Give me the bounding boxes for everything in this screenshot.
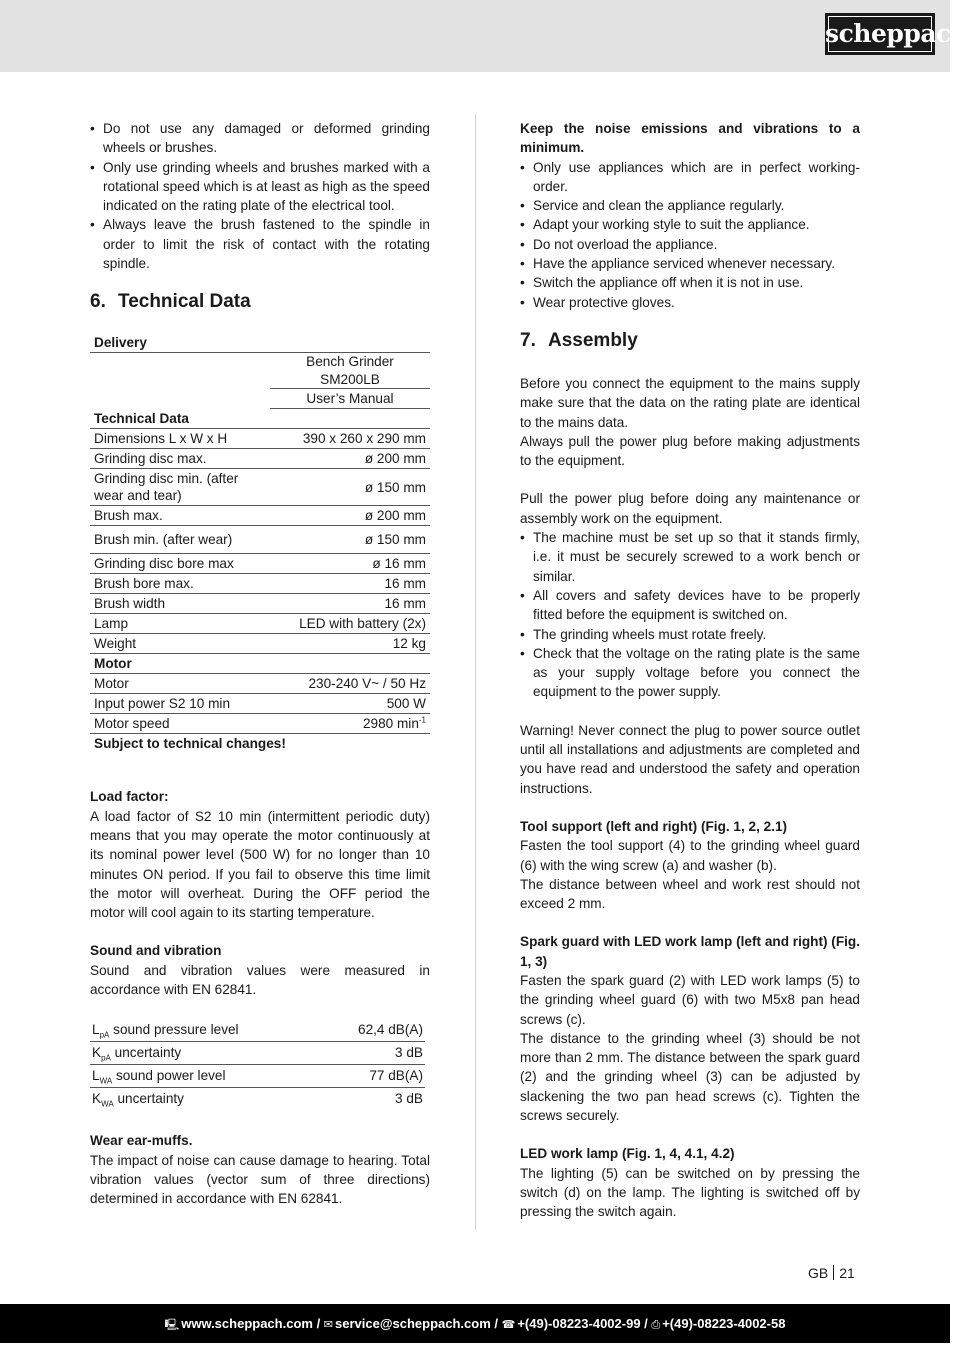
page-number-value: 21 [839, 1265, 855, 1281]
noise-bullet-list [520, 158, 860, 312]
spec-key: Brush bore max. [90, 574, 270, 594]
header-bar [0, 0, 950, 72]
technical-changes-note: Subject to technical changes! [94, 736, 286, 752]
list-item: • Only use grinding wheels and brushes marked with a rotational speed which is at least as high as the speed indicated on the rating plate of the electrical tool. [90, 158, 430, 216]
email-link[interactable]: service@scheppach.com [335, 1316, 491, 1331]
ear-muffs-text: The impact of noise can cause damage to hearing. Total vibration values (vector sum of three directions) determined in accordance with EN 62841. [90, 1152, 430, 1207]
spark-guard-title: Spark guard with LED work lamp (left and right) (Fig. 1, 3) [520, 934, 860, 969]
led-lamp-text: The lighting (5) can be switched on by pressing the switch (d) on the lamp. The lighting is switched off by pressing the switch again. [520, 1165, 860, 1220]
table-row [90, 506, 430, 526]
page-number-separator [833, 1265, 834, 1280]
sound-key: $K_{WA}$ uncertainty [92, 1091, 184, 1110]
spec-value: 12 kg [270, 634, 430, 654]
table-row [90, 1088, 425, 1111]
list-item: • Wear protective gloves. [520, 293, 860, 312]
sound-title: Sound and vibration [90, 943, 222, 959]
footer-bar [0, 1304, 950, 1343]
sound-value: 3 dB [320, 1042, 425, 1065]
fax-icon: ⎙ [651, 1319, 661, 1331]
table-row [90, 714, 430, 734]
motor-label: Motor [90, 654, 430, 674]
tool-support-text: The distance between wheel and work rest should not exceed 2 mm. [520, 876, 860, 912]
safety-bullet-list [90, 119, 430, 273]
motor-speed-value: 2980 min [362, 716, 419, 732]
spec-value: 16 mm [270, 594, 430, 614]
spec-value: 230-240 V~ / 50 Hz [270, 674, 430, 694]
table-row [90, 554, 430, 574]
delivery-item: Bench Grinder SM200LB [270, 353, 430, 389]
spec-key: Brush max. [90, 506, 270, 526]
list-item: • The machine must be set up so that it stands firmly, i.e. it must be securely screwed to a work bench or similar. [520, 528, 860, 586]
table-row [90, 1065, 425, 1088]
spec-value: ø 16 mm [270, 554, 430, 574]
section-heading-assembly: 7. Assembly [520, 329, 638, 351]
tool-support-text: Fasten the tool support (4) to the grinding wheel guard (6) with the wing screw (a) and washer (b). [520, 838, 860, 873]
list-item: • Adapt your working style to suit the appliance. [520, 215, 860, 234]
footer-separator: / [640, 1316, 652, 1331]
table-row [90, 614, 430, 634]
unit-exponent: -1 [418, 715, 426, 725]
led-lamp-title: LED work lamp (Fig. 1, 4, 4.1, 4.2) [520, 1146, 735, 1162]
right-column [520, 119, 860, 1222]
list-item: • Check that the voltage on the rating plate is the same as your supply voltage before you connect the equipment to the power supply. [520, 644, 860, 702]
scheppach-logo: scheppach [825, 13, 935, 55]
load-factor-title: Load factor: [90, 789, 169, 805]
spec-key: Motor [90, 674, 270, 694]
spec-value: ø 150 mm [270, 469, 430, 506]
website-link[interactable]: www.scheppach.com [181, 1316, 313, 1331]
delivery-label: Delivery [90, 333, 430, 353]
spec-key: Dimensions L x W x H [90, 429, 270, 449]
spark-guard-text: The distance to the grinding wheel (3) should be not more than 2 mm. The distance between the spark guard (2) and the grinding wheel (3) can be adjusted by slackening the two pan head screws (c). Tighten the screws securely. [520, 1030, 860, 1124]
sound-key: $L_{pA}$ sound pressure level [90, 1019, 320, 1042]
assembly-paragraph: Always pull the power plug before making adjustments to the equipment. [520, 433, 860, 469]
table-row [90, 1019, 425, 1042]
spec-key: Lamp [90, 614, 270, 634]
noise-title: Keep the noise emissions and vibrations to a minimum. [520, 121, 860, 156]
spec-value: ø 150 mm [270, 526, 430, 554]
email-icon: ✉ [323, 1319, 334, 1331]
spec-key: Weight [90, 634, 270, 654]
spark-guard-text: Fasten the spark guard (2) with LED work lamps (5) to the grinding wheel guard (6) with two M5x8 pan head screws (c). [520, 972, 860, 1027]
table-row [90, 654, 430, 674]
phone-icon: ☎ [501, 1319, 516, 1331]
spec-value: ø 200 mm [270, 506, 430, 526]
sound-value: 62,4 dB(A) [320, 1019, 425, 1042]
list-item: • The grinding wheels must rotate freely. [520, 625, 860, 644]
list-item: • Do not use any damaged or deformed grinding wheels or brushes. [90, 119, 430, 158]
language-code: GB [808, 1265, 829, 1281]
spec-key: Input power S2 10 min [90, 694, 270, 714]
warning-text: Warning! Never connect the plug to power source outlet until all installations and adjustments are completed and you have read and understood the safety and operation instructions. [520, 722, 860, 796]
sound-value: 3 dB [395, 1091, 423, 1107]
table-row [90, 429, 430, 449]
spec-key: Motor speed [90, 714, 270, 734]
spec-value: 390 x 260 x 290 mm [270, 429, 430, 449]
spec-key: Grinding disc max. [90, 449, 270, 469]
table-row [90, 449, 430, 469]
spec-value: 500 W [270, 694, 430, 714]
assembly-paragraph: Pull the power plug before doing any maintenance or assembly work on the equipment. [520, 491, 860, 526]
spec-key: Grinding disc bore max [90, 554, 270, 574]
spec-value: ø 200 mm [270, 449, 430, 469]
table-row [90, 634, 430, 654]
table-row [90, 594, 430, 614]
table-row [90, 333, 430, 353]
list-item: • Only use appliances which are in perfect working-order. [520, 158, 860, 197]
sound-text: Sound and vibration values were measured in accordance with EN 62841. [90, 962, 430, 998]
load-factor-text: A load factor of S2 10 min (intermittent periodic duty) means that you may operate the motor continuously at its nominal power level (500 W) for no longer than 10 minutes ON period. If you fail to observe this time limit the motor will overheat. During the OFF period the motor will cool again to its starting temperature. [90, 808, 430, 921]
computer-icon: 🖳 [164, 1319, 180, 1331]
spec-key: Grinding disc min. (after wear and tear) [90, 469, 270, 506]
table-row [90, 574, 430, 594]
delivery-item: User’s Manual [270, 389, 430, 409]
spec-key: Brush width [90, 594, 270, 614]
assembly-bullet-list [520, 528, 860, 702]
list-item: • Have the appliance serviced whenever necessary. [520, 254, 860, 273]
technical-data-table [90, 333, 430, 753]
sound-values-table [90, 1019, 425, 1110]
fax-number: +(49)-08223-4002-58 [662, 1316, 786, 1331]
table-row [90, 1042, 425, 1065]
table-row [90, 674, 430, 694]
tool-support-title: Tool support (left and right) (Fig. 1, 2, 2.1) [520, 818, 788, 834]
page-number [808, 1264, 855, 1283]
list-item: • Service and clean the appliance regularly. [520, 196, 860, 215]
table-row [90, 526, 430, 554]
footer-separator: / [312, 1316, 324, 1331]
list-item: • Always leave the brush fastened to the spindle in order to limit the risk of contact with the rotating spindle. [90, 215, 430, 273]
list-item: • Switch the appliance off when it is not in use. [520, 273, 860, 292]
table-row [90, 694, 430, 714]
phone-number: +(49)-08223-4002-99 [517, 1316, 641, 1331]
spec-value: LED with battery (2x) [270, 614, 430, 634]
table-row [90, 409, 430, 429]
table-row [90, 734, 430, 754]
assembly-paragraph: Before you connect the equipment to the mains supply make sure that the data on the rating plate are identical to the mains data. [520, 375, 860, 430]
ear-muffs-title: Wear ear-muffs. [90, 1133, 193, 1149]
footer-separator: / [490, 1316, 502, 1331]
section-heading-technical-data: 6. Technical Data [90, 291, 251, 313]
left-column [90, 119, 430, 1209]
table-row [90, 469, 430, 506]
spec-key: Brush min. (after wear) [90, 526, 270, 554]
sound-key: $L_{WA}$ sound power level [90, 1065, 320, 1088]
list-item: • All covers and safety devices have to be properly fitted before the equipment is switched on. [520, 586, 860, 625]
spec-value: 16 mm [270, 574, 430, 594]
sound-value: 77 dB(A) [320, 1065, 425, 1088]
table-row [90, 353, 430, 389]
table-row [90, 389, 430, 409]
column-divider [475, 114, 476, 1230]
sound-key: $K_{pA}$ uncertainty [90, 1042, 320, 1065]
technical-data-label: Technical Data [90, 409, 430, 429]
list-item: • Do not overload the appliance. [520, 235, 860, 254]
spec-value [270, 714, 430, 734]
